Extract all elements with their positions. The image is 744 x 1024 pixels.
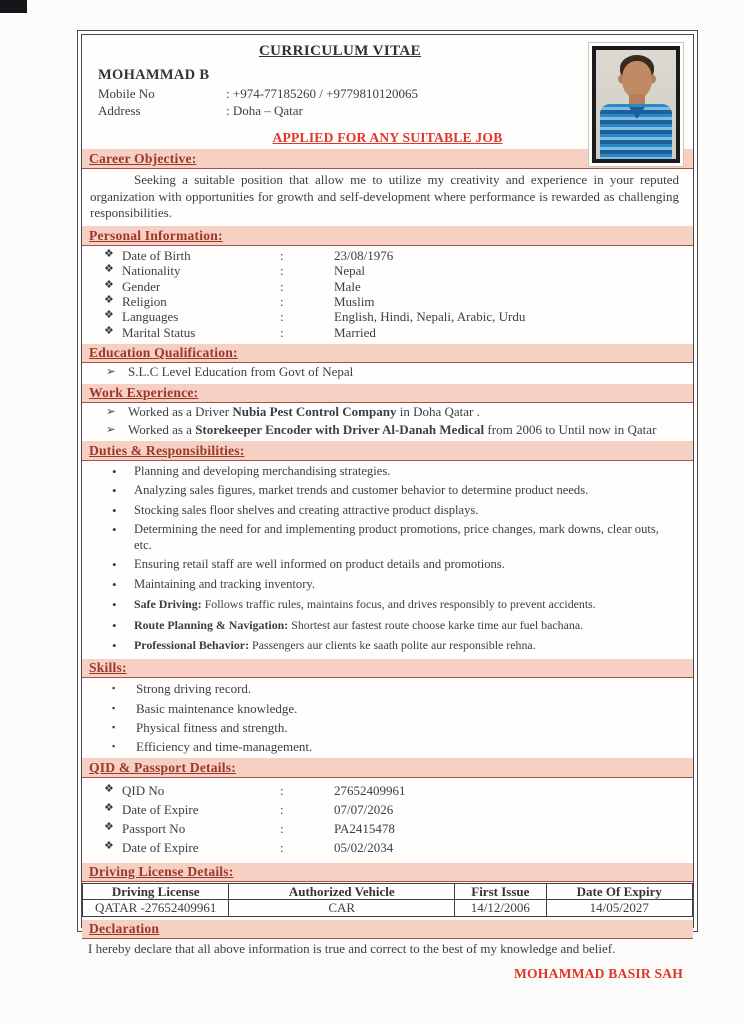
list-item [106, 404, 693, 421]
section-heading-driving-license [82, 863, 693, 883]
text-segment: Nubia Pest Control Company [232, 404, 397, 420]
list-item-text: Physical fitness and strength. [136, 719, 288, 735]
kv-value: Muslim [334, 293, 375, 309]
table-cell: CAR [229, 900, 455, 916]
kv-value: English, Hindi, Nepali, Arabic, Urdu [334, 309, 526, 325]
kv-label: Passport No [122, 820, 186, 836]
signature-name: MOHAMMAD BASIR SAH [514, 966, 683, 982]
diamond-bullet-icon: ❖ [104, 839, 114, 852]
driving-license-heading: Driving License Details: [89, 864, 234, 880]
photo-image [592, 46, 680, 163]
table-row [83, 900, 693, 916]
cv-page [77, 30, 698, 982]
duty-body: Analyzing sales figures, market trends and customer behavior to determine product needs. [134, 483, 589, 498]
diamond-bullet-icon: ❖ [104, 247, 114, 260]
kv-colon: : [280, 802, 284, 818]
dot-bullet-icon: • [112, 617, 117, 633]
address-value: : Doha – Qatar [226, 102, 303, 118]
duty-body: Follows traffic rules, maintains focus, and drives responsibly to prevent accidents. [201, 597, 596, 612]
duty-body: Ensuring retail staff are well informed on product details and promotions. [134, 557, 505, 572]
duty-body: Stocking sales floor shelves and creating attractive product displays. [134, 502, 479, 517]
list-item [106, 422, 693, 439]
declaration-text: I hereby declare that all above information is true and correct to the best of my knowledge and belief. [88, 941, 616, 957]
kv-colon: : [280, 839, 284, 855]
table-cell: 14/05/2027 [546, 900, 692, 916]
duty-lead: Safe Driving: [134, 597, 202, 612]
kv-colon: : [280, 783, 284, 799]
list-item [112, 681, 693, 697]
text-segment: Worked as a [128, 421, 196, 437]
dot-bullet-icon: • [112, 483, 117, 499]
list-item [112, 464, 693, 481]
list-item-text [134, 618, 679, 635]
kv-colon: : [280, 324, 284, 340]
duties-heading: Duties & Responsibilities: [89, 442, 245, 458]
text-segment: S.L.C Level Education from Govt of Nepal [128, 364, 354, 380]
list-item [112, 577, 693, 594]
arrow-bullet-icon: ➢ [106, 406, 116, 419]
diamond-bullet-icon: ❖ [104, 802, 114, 815]
kv-label: Marital Status [122, 324, 196, 340]
text-segment: from 2006 to Until now in Qatar [484, 421, 657, 437]
qid-passport-list [82, 778, 693, 860]
list-item-text [134, 483, 679, 500]
kv-colon: : [280, 820, 284, 836]
dot-bullet-icon: • [112, 576, 117, 592]
list-item [112, 720, 693, 736]
kv-colon: : [280, 247, 284, 263]
dot-bullet-icon: • [112, 597, 117, 613]
list-item-text: Basic maintenance knowledge. [136, 700, 298, 716]
kv-value: PA2415478 [334, 820, 395, 836]
work-experience-list [82, 404, 693, 438]
mobile-value: : +974-77185260 / +9779810120065 [226, 86, 418, 102]
dot-bullet-icon: • [112, 557, 117, 573]
kv-label: Date of Expire [122, 839, 199, 855]
duty-body: Maintaining and tracking inventory. [134, 576, 316, 591]
table-header-cell: Date Of Expiry [546, 884, 692, 900]
list-item-text [128, 404, 679, 421]
list-item-text: Efficiency and time-management. [136, 739, 313, 755]
section-heading-duties [82, 441, 693, 461]
kv-colon: : [280, 263, 284, 279]
diamond-bullet-icon: ❖ [104, 278, 114, 291]
kv-row [104, 309, 693, 324]
kv-row [104, 821, 693, 836]
duty-body: Determining the need for and implementing product promotions, price changes, mark downs, clear outs, etc. [134, 522, 659, 553]
duty-body: Planning and developing merchandising strategies. [134, 463, 391, 478]
kv-row [104, 840, 693, 855]
kv-label: Religion [122, 293, 167, 309]
table-header-cell: First Issue [455, 884, 547, 900]
section-heading-work-experience [82, 384, 693, 404]
duty-lead: Route Planning & Navigation: [134, 617, 289, 632]
career-objective-heading: Career Objective: [89, 150, 197, 166]
list-item [106, 364, 693, 381]
scan-artifact-black-corner [0, 0, 27, 13]
diamond-bullet-icon: ❖ [104, 293, 114, 306]
kv-label: Languages [122, 309, 179, 325]
list-item-text: Strong driving record. [136, 681, 252, 697]
section-heading-personal-information [82, 226, 693, 246]
kv-label: Gender [122, 278, 161, 294]
education-list [82, 364, 693, 381]
kv-value: Male [334, 278, 361, 294]
kv-value: 27652409961 [334, 783, 406, 799]
list-item [112, 701, 693, 717]
section-heading-qid-passport [82, 758, 693, 778]
kv-label: Nationality [122, 263, 181, 279]
kv-row [104, 279, 693, 294]
duty-body: Shortest aur fastest route choose karke time aur fuel bachana. [288, 617, 584, 632]
skills-heading: Skills: [89, 660, 127, 676]
table-header-cell: Driving License [83, 884, 229, 900]
square-bullet-icon: ▪ [112, 741, 116, 752]
kv-value: Married [334, 324, 376, 340]
section-heading-skills [82, 659, 693, 679]
list-item-text [134, 638, 679, 655]
table-header-row [83, 884, 693, 900]
qid-passport-heading: QID & Passport Details: [89, 759, 236, 775]
kv-label: Date of Birth [122, 247, 191, 263]
list-item [112, 618, 693, 635]
list-item-text [134, 557, 679, 574]
applicant-photo [588, 42, 684, 167]
list-item-text [134, 522, 679, 554]
diamond-bullet-icon: ❖ [104, 324, 114, 337]
text-segment: in Doha Qatar . [396, 404, 480, 420]
kv-colon: : [280, 309, 284, 325]
square-bullet-icon: ▪ [112, 702, 116, 713]
duty-lead: Professional Behavior: [134, 638, 250, 653]
dot-bullet-icon: • [112, 522, 117, 538]
kv-value: 23/08/1976 [334, 247, 394, 263]
table-cell: 14/12/2006 [455, 900, 547, 916]
kv-colon: : [280, 293, 284, 309]
list-item [112, 638, 693, 655]
list-item [112, 597, 693, 614]
list-item [112, 557, 693, 574]
list-item [112, 503, 693, 520]
table-header-cell: Authorized Vehicle [229, 884, 455, 900]
list-item [112, 739, 693, 755]
duties-list [82, 464, 693, 655]
kv-label: Date of Expire [122, 802, 199, 818]
kv-value: 05/02/2034 [334, 839, 394, 855]
kv-value: 07/07/2026 [334, 802, 394, 818]
personal-information-list [82, 246, 693, 341]
list-item-text [128, 364, 679, 381]
mobile-label: Mobile No [98, 86, 155, 102]
square-bullet-icon: ▪ [112, 721, 116, 732]
kv-value: Nepal [334, 263, 366, 279]
section-heading-education [82, 344, 693, 364]
career-objective-text: Seeking a suitable position that allow me to utilize my creativity and experience in your reputed organization with opportunities for growth and self-development where performance is rewarded as challenging responsibilities. [90, 171, 679, 221]
diamond-bullet-icon: ❖ [104, 783, 114, 796]
list-item [112, 483, 693, 500]
text-segment: Storekeeper Encoder with Driver Al-Danah Medical [195, 421, 485, 437]
diamond-bullet-icon: ❖ [104, 263, 114, 276]
dot-bullet-icon: • [112, 638, 117, 654]
kv-label: QID No [122, 783, 165, 799]
page-title: CURRICULUM VITAE [258, 43, 422, 59]
dot-bullet-icon: • [112, 502, 117, 518]
list-item [112, 522, 693, 554]
text-segment: Worked as a Driver [128, 404, 233, 420]
kv-row [104, 802, 693, 817]
applicant-name: MOHAMMAD B [98, 67, 210, 84]
kv-row [104, 325, 693, 340]
work-experience-heading: Work Experience: [89, 385, 199, 401]
list-item-text [134, 503, 679, 520]
driving-license-table [82, 883, 693, 917]
kv-row [104, 294, 693, 309]
diamond-bullet-icon: ❖ [104, 309, 114, 322]
list-item-text [134, 597, 679, 614]
duty-body: Passengers aur clients ke saath polite aur responsible rehna. [249, 638, 536, 653]
diamond-bullet-icon: ❖ [104, 820, 114, 833]
arrow-bullet-icon: ➢ [106, 423, 116, 436]
list-item-text [134, 577, 679, 594]
list-item-text [128, 422, 679, 439]
kv-colon: : [280, 278, 284, 294]
kv-row [104, 248, 693, 263]
address-label: Address [98, 102, 141, 118]
arrow-bullet-icon: ➢ [106, 366, 116, 379]
section-heading-declaration [82, 920, 693, 940]
list-item-text [134, 464, 679, 481]
cv-page-inner [81, 34, 694, 982]
square-bullet-icon: ▪ [112, 683, 116, 694]
kv-row [104, 783, 693, 798]
dot-bullet-icon: • [112, 463, 117, 479]
declaration-heading: Declaration [89, 921, 160, 937]
personal-information-heading: Personal Information: [89, 227, 223, 243]
education-heading: Education Qualification: [89, 345, 238, 361]
skills-list [82, 681, 693, 755]
table-cell: QATAR -27652409961 [83, 900, 229, 916]
applied-for-line: APPLIED FOR ANY SUITABLE JOB [272, 129, 503, 145]
kv-row [104, 263, 693, 278]
